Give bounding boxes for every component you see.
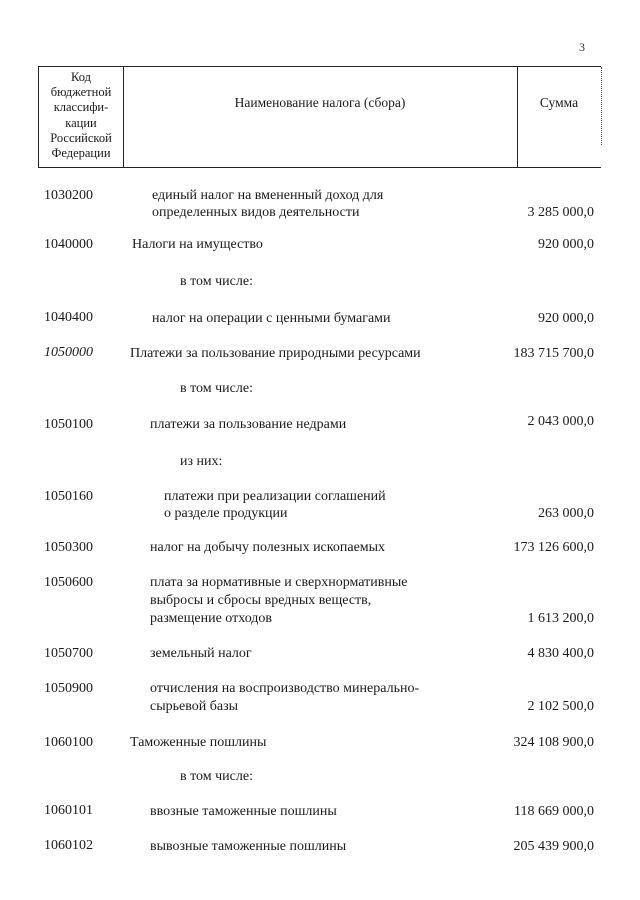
row-name: отчисления на воспроизводство минерально- xyxy=(150,681,420,696)
column-divider xyxy=(123,67,124,167)
row-code: 1050600 xyxy=(44,575,93,590)
row-amount: 118 669 000,0 xyxy=(514,804,594,819)
row-name: ввозные таможенные пошлины xyxy=(150,804,337,819)
row-name: вывозные таможенные пошлины xyxy=(150,839,347,854)
header-code-line: Российской xyxy=(50,130,112,145)
header-code-line: кации xyxy=(65,115,97,130)
header-code-line: Код xyxy=(71,70,91,84)
row-name: Таможенные пошлины xyxy=(130,735,267,750)
row-code: 1050700 xyxy=(44,646,93,661)
subtotal-note: в том числе: xyxy=(180,274,253,289)
column-divider xyxy=(517,67,518,167)
row-amount: 205 439 900,0 xyxy=(513,839,594,854)
header-code-line: бюджетной xyxy=(50,85,112,100)
table-header xyxy=(38,66,601,168)
row-amount: 920 000,0 xyxy=(538,311,594,326)
subtotal-note: из них: xyxy=(180,454,223,469)
row-name: определенных видов деятельности xyxy=(152,205,360,220)
subtotal-note: в том числе: xyxy=(180,769,253,784)
row-amount: 920 000,0 xyxy=(538,237,594,252)
row-name: единый налог на вмененный доход для xyxy=(152,188,384,203)
header-code-line: Федерации xyxy=(51,146,111,161)
row-code: 1040000 xyxy=(44,237,93,252)
row-code: 1060100 xyxy=(44,735,93,750)
row-code: 1030200 xyxy=(44,188,93,203)
row-amount: 2 102 500,0 xyxy=(527,699,594,714)
row-name: налог на операции с ценными бумагами xyxy=(152,311,391,326)
row-amount: 173 126 600,0 xyxy=(513,540,594,555)
row-name: платежи за пользование недрами xyxy=(150,417,347,432)
row-code: 1060102 xyxy=(44,838,93,853)
row-amount: 263 000,0 xyxy=(538,506,594,521)
subtotal-note: в том числе: xyxy=(180,381,253,396)
row-name: сырьевой базы xyxy=(150,699,238,714)
row-code: 1050000 xyxy=(44,345,93,360)
row-name: выбросы и сбросы вредных веществ, xyxy=(150,593,372,608)
row-code: 1050300 xyxy=(44,540,93,555)
row-amount: 4 830 400,0 xyxy=(527,646,594,661)
row-name: земельный налог xyxy=(150,646,252,661)
row-name: о разделе продукции xyxy=(164,506,288,521)
row-name: Налоги на имущество xyxy=(132,237,263,252)
row-code: 1060101 xyxy=(44,803,93,818)
row-name: платежи при реализации соглашений xyxy=(164,489,386,504)
row-amount: 3 285 000,0 xyxy=(527,205,594,220)
row-name: размещение отходов xyxy=(150,611,273,626)
header-code-line: классифи- xyxy=(53,100,109,115)
row-name: плата за нормативные и сверхнормативные xyxy=(150,575,408,590)
row-amount: 324 108 900,0 xyxy=(513,735,594,750)
header-sum: Сумма xyxy=(539,95,579,110)
row-amount: 2 043 000,0 xyxy=(527,414,594,429)
row-amount: 183 715 700,0 xyxy=(513,346,594,361)
page-number: 3 xyxy=(579,40,585,54)
header-code xyxy=(39,70,123,161)
row-name: Платежи за пользование природными ресурсами xyxy=(130,346,421,361)
header-name: Наименование налога (сбора) xyxy=(234,95,406,110)
row-name: налог на добычу полезных ископаемых xyxy=(150,540,386,555)
row-code: 1050160 xyxy=(44,489,93,504)
row-code: 1050900 xyxy=(44,681,93,696)
row-amount: 1 613 200,0 xyxy=(527,611,594,626)
row-code: 1040400 xyxy=(44,310,93,325)
row-code: 1050100 xyxy=(44,417,93,432)
